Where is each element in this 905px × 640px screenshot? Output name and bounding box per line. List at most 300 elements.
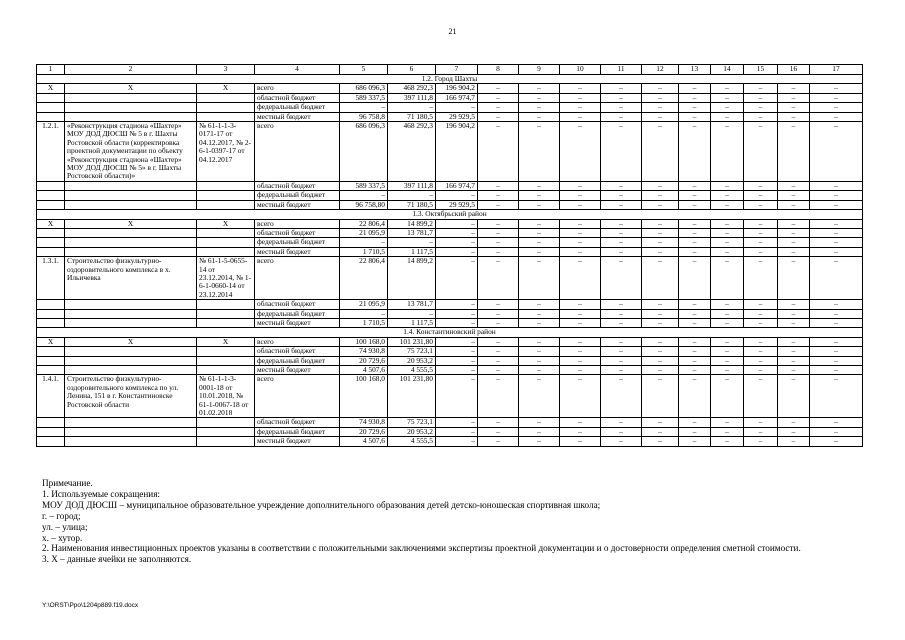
empty-cell: –	[560, 238, 601, 247]
amount-c7: –	[436, 427, 478, 436]
empty-cell: –	[744, 191, 778, 200]
empty-cell: –	[519, 247, 560, 256]
empty-cell: –	[519, 257, 560, 300]
empty-cell: –	[711, 418, 744, 427]
empty-cell: –	[679, 366, 711, 375]
cell-idx	[37, 309, 65, 318]
empty-cell: –	[519, 309, 560, 318]
project-row	[37, 257, 863, 300]
budget-label: областной бюджет	[255, 418, 340, 427]
empty-cell: –	[744, 219, 778, 228]
empty-cell: –	[601, 181, 642, 190]
empty-cell: –	[519, 427, 560, 436]
empty-cell: –	[711, 238, 744, 247]
cell-name	[65, 366, 197, 375]
empty-cell: –	[711, 93, 744, 102]
budget-label: федеральный бюджет	[255, 238, 340, 247]
empty-cell: –	[560, 247, 601, 256]
summary-row	[37, 366, 863, 375]
cell-idx	[37, 300, 65, 309]
empty-cell: –	[560, 228, 601, 237]
empty-cell: –	[679, 318, 711, 327]
summary-row	[37, 247, 863, 256]
amount-c7: 29 929,5	[436, 200, 478, 209]
empty-cell: –	[478, 337, 519, 346]
column-number-header: 5	[340, 65, 388, 75]
empty-cell: –	[560, 347, 601, 356]
investment-projects-table	[36, 64, 863, 447]
amount-c5: –	[340, 309, 388, 318]
budget-label: местный бюджет	[255, 318, 340, 327]
amount-c5: 74 930,8	[340, 347, 388, 356]
empty-cell: –	[744, 93, 778, 102]
empty-cell: –	[642, 84, 679, 93]
note-line: ул. – улица;	[42, 521, 88, 532]
project-row	[37, 309, 863, 318]
empty-cell: –	[810, 103, 863, 112]
amount-c6: 20 953,2	[388, 427, 436, 436]
amount-c7: –	[436, 375, 478, 418]
empty-cell: –	[744, 84, 778, 93]
amount-c7: –	[436, 347, 478, 356]
empty-cell: –	[519, 122, 560, 182]
cell-idx	[37, 103, 65, 112]
empty-cell: –	[744, 200, 778, 209]
budget-label: областной бюджет	[255, 347, 340, 356]
cell-idx: Х	[37, 84, 65, 93]
cell-idx	[37, 347, 65, 356]
empty-cell: –	[560, 84, 601, 93]
cell-idx	[37, 318, 65, 327]
cell-name: Х	[65, 84, 197, 93]
cell-idx	[37, 356, 65, 365]
budget-label: всего	[255, 257, 340, 300]
empty-cell: –	[778, 437, 810, 446]
empty-cell: –	[642, 112, 679, 121]
empty-cell: –	[560, 337, 601, 346]
empty-cell: –	[744, 181, 778, 190]
empty-cell: –	[478, 427, 519, 436]
empty-cell: –	[744, 112, 778, 121]
file-path-footer: Y:\ORST\Ppo\1204p889.f19.docx	[42, 602, 139, 609]
project-row	[37, 418, 863, 427]
empty-cell: –	[519, 228, 560, 237]
empty-cell: –	[560, 366, 601, 375]
empty-cell: –	[601, 112, 642, 121]
empty-cell: –	[711, 200, 744, 209]
empty-cell: –	[778, 122, 810, 182]
amount-c6: 397 111,8	[388, 93, 436, 102]
empty-cell: –	[642, 228, 679, 237]
cell-idx: 1.4.1.	[37, 375, 65, 418]
cell-reg	[197, 191, 255, 200]
section-title-row	[37, 328, 863, 337]
amount-c6: 1 117,5	[388, 247, 436, 256]
empty-cell: –	[642, 300, 679, 309]
empty-cell: –	[810, 219, 863, 228]
summary-row	[37, 228, 863, 237]
cell-name	[65, 112, 197, 121]
cell-name	[65, 103, 197, 112]
empty-cell: –	[642, 122, 679, 182]
amount-c6: 468 292,3	[388, 122, 436, 182]
empty-cell: –	[810, 238, 863, 247]
empty-cell: –	[478, 238, 519, 247]
column-number-header: 14	[711, 65, 744, 75]
amount-c7: –	[436, 418, 478, 427]
budget-label: местный бюджет	[255, 112, 340, 121]
empty-cell: –	[601, 318, 642, 327]
empty-cell: –	[778, 309, 810, 318]
cell-name	[65, 228, 197, 237]
budget-label: всего	[255, 337, 340, 346]
project-row	[37, 181, 863, 190]
budget-label: областной бюджет	[255, 300, 340, 309]
amount-c7: –	[436, 309, 478, 318]
project-row	[37, 200, 863, 209]
empty-cell: –	[810, 356, 863, 365]
empty-cell: –	[478, 122, 519, 182]
empty-cell: –	[711, 337, 744, 346]
empty-cell: –	[478, 300, 519, 309]
amount-c6: 397 111,8	[388, 181, 436, 190]
empty-cell: –	[642, 366, 679, 375]
empty-cell: –	[744, 103, 778, 112]
empty-cell: –	[711, 112, 744, 121]
empty-cell: –	[744, 300, 778, 309]
amount-c7: –	[436, 356, 478, 365]
empty-cell: –	[711, 427, 744, 436]
cell-reg	[197, 112, 255, 121]
empty-cell: –	[778, 356, 810, 365]
column-number-header: 15	[744, 65, 778, 75]
empty-cell: –	[778, 200, 810, 209]
empty-cell: –	[601, 247, 642, 256]
empty-cell: –	[778, 337, 810, 346]
cell-idx: Х	[37, 219, 65, 228]
empty-cell: –	[642, 93, 679, 102]
cell-reg: № 61-1-5-0655-14 от 23.12.2014, № 1-6-1-0660-14 от 23.12.2014	[197, 257, 255, 300]
note-line: Примечание.	[42, 478, 93, 488]
empty-cell: –	[744, 247, 778, 256]
empty-cell: –	[711, 347, 744, 356]
empty-cell: –	[642, 219, 679, 228]
empty-cell: –	[679, 219, 711, 228]
empty-cell: –	[711, 228, 744, 237]
amount-c6: 75 723,1	[388, 347, 436, 356]
empty-cell: –	[642, 427, 679, 436]
empty-cell: –	[744, 238, 778, 247]
empty-cell: –	[778, 366, 810, 375]
project-row	[37, 318, 863, 327]
empty-cell: –	[679, 347, 711, 356]
empty-cell: –	[778, 247, 810, 256]
cell-idx	[37, 418, 65, 427]
note-line: 2. Наименования инвестиционных проектов указаны в соответствии с положительными заключениями экспертизы проектной документации и о достоверности определения сметной стоимости.	[42, 543, 801, 554]
cell-reg: № 61-1-1-3-0171-17 от 04.12.2017, № 2-6-1-0397-17 от 04.12.2017	[197, 122, 255, 182]
empty-cell: –	[679, 437, 711, 446]
empty-cell: –	[560, 356, 601, 365]
empty-cell: –	[711, 247, 744, 256]
empty-cell: –	[560, 191, 601, 200]
empty-cell: –	[642, 247, 679, 256]
budget-label: областной бюджет	[255, 228, 340, 237]
empty-cell: –	[642, 309, 679, 318]
empty-cell: –	[642, 257, 679, 300]
amount-c5: –	[340, 191, 388, 200]
empty-cell: –	[560, 181, 601, 190]
empty-cell: –	[711, 219, 744, 228]
empty-cell: –	[478, 257, 519, 300]
amount-c5: 100 168,0	[340, 337, 388, 346]
empty-cell: –	[642, 191, 679, 200]
empty-cell: –	[679, 93, 711, 102]
empty-cell: –	[642, 200, 679, 209]
amount-c6: –	[388, 309, 436, 318]
amount-c5: 20 729,6	[340, 427, 388, 436]
cell-name: Х	[65, 337, 197, 346]
empty-cell: –	[744, 375, 778, 418]
empty-cell: –	[711, 122, 744, 182]
empty-cell: –	[601, 356, 642, 365]
cell-name	[65, 200, 197, 209]
column-number-header-row	[37, 65, 863, 75]
empty-cell: –	[778, 418, 810, 427]
cell-reg	[197, 300, 255, 309]
cell-idx	[37, 366, 65, 375]
cell-name	[65, 93, 197, 102]
cell-idx: 1.2.1.	[37, 122, 65, 182]
note-line: г. – город;	[42, 510, 81, 521]
empty-cell: –	[810, 191, 863, 200]
empty-cell: –	[478, 437, 519, 446]
budget-label: всего	[255, 219, 340, 228]
amount-c5: –	[340, 238, 388, 247]
empty-cell: –	[560, 122, 601, 182]
empty-cell: –	[778, 93, 810, 102]
empty-cell: –	[679, 300, 711, 309]
column-number-header: 12	[642, 65, 679, 75]
empty-cell: –	[519, 300, 560, 309]
empty-cell: –	[744, 122, 778, 182]
section-title-row	[37, 210, 863, 219]
empty-cell: –	[679, 112, 711, 121]
empty-cell: –	[478, 309, 519, 318]
cell-reg: Х	[197, 84, 255, 93]
empty-cell: –	[519, 375, 560, 418]
cell-reg	[197, 318, 255, 327]
empty-cell: –	[810, 347, 863, 356]
amount-c6: –	[388, 103, 436, 112]
amount-c7: –	[436, 337, 478, 346]
empty-cell: –	[810, 427, 863, 436]
summary-row	[37, 84, 863, 93]
amount-c6: 71 180,5	[388, 112, 436, 121]
empty-cell: –	[679, 356, 711, 365]
notes-block	[42, 478, 862, 565]
empty-cell: –	[810, 337, 863, 346]
empty-cell: –	[679, 337, 711, 346]
amount-c5: 1 710,5	[340, 318, 388, 327]
budget-label: всего	[255, 375, 340, 418]
empty-cell: –	[519, 347, 560, 356]
column-number-header: 9	[519, 65, 560, 75]
empty-cell: –	[519, 219, 560, 228]
empty-cell: –	[744, 366, 778, 375]
column-number-header: 7	[436, 65, 478, 75]
empty-cell: –	[560, 309, 601, 318]
amount-c5: 22 806,4	[340, 257, 388, 300]
empty-cell: –	[601, 418, 642, 427]
empty-cell: –	[519, 181, 560, 190]
empty-cell: –	[560, 300, 601, 309]
cell-reg	[197, 356, 255, 365]
column-number-header: 11	[601, 65, 642, 75]
empty-cell: –	[711, 356, 744, 365]
cell-name	[65, 300, 197, 309]
cell-idx	[37, 427, 65, 436]
amount-c6: 20 953,2	[388, 356, 436, 365]
amount-c5: 589 337,5	[340, 181, 388, 190]
empty-cell: –	[744, 418, 778, 427]
amount-c5: 4 507,6	[340, 366, 388, 375]
empty-cell: –	[744, 427, 778, 436]
amount-c7: –	[436, 219, 478, 228]
cell-reg: Х	[197, 337, 255, 346]
empty-cell: –	[478, 84, 519, 93]
empty-cell: –	[519, 103, 560, 112]
empty-cell: –	[810, 257, 863, 300]
amount-c7: –	[436, 103, 478, 112]
amount-c5: 21 095,9	[340, 228, 388, 237]
amount-c5: 96 758,8	[340, 112, 388, 121]
empty-cell: –	[744, 356, 778, 365]
empty-cell: –	[560, 112, 601, 121]
empty-cell: –	[711, 318, 744, 327]
cell-reg	[197, 427, 255, 436]
cell-reg	[197, 366, 255, 375]
empty-cell: –	[778, 191, 810, 200]
budget-label: областной бюджет	[255, 93, 340, 102]
amount-c6: 13 781,7	[388, 300, 436, 309]
empty-cell: –	[519, 93, 560, 102]
empty-cell: –	[642, 347, 679, 356]
empty-cell: –	[478, 200, 519, 209]
empty-cell: –	[478, 347, 519, 356]
amount-c7: –	[436, 238, 478, 247]
empty-cell: –	[642, 375, 679, 418]
empty-cell: –	[679, 247, 711, 256]
budget-label: местный бюджет	[255, 247, 340, 256]
empty-cell: –	[519, 356, 560, 365]
amount-c6: 14 899,2	[388, 219, 436, 228]
amount-c5: 589 337,5	[340, 93, 388, 102]
project-row	[37, 375, 863, 418]
empty-cell: –	[679, 200, 711, 209]
empty-cell: –	[519, 366, 560, 375]
amount-c5: 22 806,4	[340, 219, 388, 228]
section-title: 1.3. Октябрьский район	[37, 210, 863, 219]
cell-name	[65, 247, 197, 256]
budget-label: местный бюджет	[255, 200, 340, 209]
empty-cell: –	[778, 238, 810, 247]
cell-idx	[37, 437, 65, 446]
empty-cell: –	[744, 347, 778, 356]
empty-cell: –	[679, 228, 711, 237]
cell-idx	[37, 200, 65, 209]
amount-c6: 1 117,5	[388, 318, 436, 327]
amount-c7: –	[436, 300, 478, 309]
cell-reg	[197, 309, 255, 318]
empty-cell: –	[478, 356, 519, 365]
column-number-header: 3	[197, 65, 255, 75]
empty-cell: –	[601, 337, 642, 346]
empty-cell: –	[601, 427, 642, 436]
empty-cell: –	[519, 112, 560, 121]
empty-cell: –	[642, 318, 679, 327]
cell-idx	[37, 191, 65, 200]
empty-cell: –	[601, 375, 642, 418]
cell-idx	[37, 228, 65, 237]
budget-label: всего	[255, 84, 340, 93]
empty-cell: –	[711, 103, 744, 112]
empty-cell: –	[560, 103, 601, 112]
empty-cell: –	[601, 238, 642, 247]
empty-cell: –	[601, 366, 642, 375]
summary-row	[37, 103, 863, 112]
cell-idx	[37, 181, 65, 190]
empty-cell: –	[778, 181, 810, 190]
cell-reg	[197, 238, 255, 247]
empty-cell: –	[778, 318, 810, 327]
amount-c7: 166 974,7	[436, 181, 478, 190]
empty-cell: –	[601, 257, 642, 300]
cell-name	[65, 318, 197, 327]
cell-reg	[197, 200, 255, 209]
amount-c7: –	[436, 437, 478, 446]
amount-c6: 468 292,3	[388, 84, 436, 93]
empty-cell: –	[711, 300, 744, 309]
empty-cell: –	[478, 103, 519, 112]
cell-name	[65, 238, 197, 247]
budget-label: федеральный бюджет	[255, 356, 340, 365]
empty-cell: –	[519, 337, 560, 346]
empty-cell: –	[478, 93, 519, 102]
amount-c7: 166 974,7	[436, 93, 478, 102]
empty-cell: –	[679, 84, 711, 93]
cell-name	[65, 347, 197, 356]
empty-cell: –	[679, 103, 711, 112]
empty-cell: –	[560, 318, 601, 327]
cell-idx: 1.3.1.	[37, 257, 65, 300]
empty-cell: –	[519, 191, 560, 200]
amount-c6: 75 723,1	[388, 418, 436, 427]
empty-cell: –	[778, 257, 810, 300]
empty-cell: –	[810, 93, 863, 102]
cell-idx	[37, 238, 65, 247]
cell-name	[65, 191, 197, 200]
amount-c6: 4 555,5	[388, 437, 436, 446]
section-title: 1.4. Константиновский район	[37, 328, 863, 337]
empty-cell: –	[560, 427, 601, 436]
column-number-header: 16	[778, 65, 810, 75]
empty-cell: –	[601, 191, 642, 200]
amount-c5: 96 758,80	[340, 200, 388, 209]
empty-cell: –	[560, 418, 601, 427]
empty-cell: –	[519, 200, 560, 209]
cell-name: «Реконструкция стадиона «Шахтер» МОУ ДОД ДЮСШ № 5 в г. Шахты Ростовской области (корректировка проектной документации по объекту «Реконструкция стадиона «Шахтер» МОУ ДОД ДЮСШ № 5» в г. Шахты Ростовской области)»	[65, 122, 197, 182]
amount-c7: 29 929,5	[436, 112, 478, 121]
